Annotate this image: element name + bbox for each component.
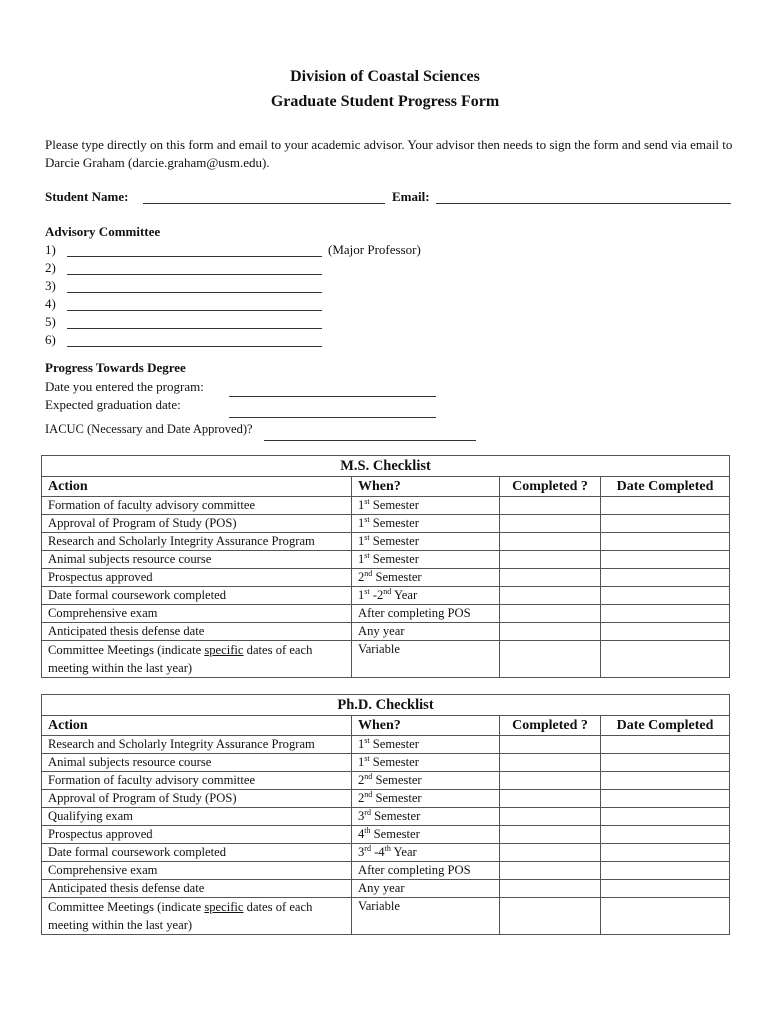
date-completed-cell[interactable] [601,569,730,587]
completed-cell[interactable] [500,862,601,880]
completed-cell[interactable] [500,515,601,533]
table-row [42,533,730,551]
column-header-action: Action [42,477,352,497]
date-completed-cell[interactable] [601,808,730,826]
completed-cell[interactable] [500,623,601,641]
when-cell: Variable [352,641,500,678]
date-completed-cell[interactable] [601,551,730,569]
action-cell: Date formal coursework completed [42,587,352,605]
date-completed-cell[interactable] [601,898,730,935]
action-cell: Comprehensive exam [42,605,352,623]
student-name-field[interactable] [143,203,385,204]
graduation-date-field[interactable] [229,417,436,418]
table-row [42,754,730,772]
committee-number: 3) [45,278,56,293]
action-cell: Prospectus approved [42,826,352,844]
table-row [42,898,730,935]
table-row [42,497,730,515]
action-cell: Approval of Program of Study (POS) [42,515,352,533]
table-row [42,862,730,880]
major-professor-note: (Major Professor) [328,242,421,257]
table-row [42,551,730,569]
completed-cell[interactable] [500,587,601,605]
table-row [42,569,730,587]
date-completed-cell[interactable] [601,880,730,898]
completed-cell[interactable] [500,551,601,569]
table-row [42,790,730,808]
action-cell: Animal subjects resource course [42,754,352,772]
completed-cell[interactable] [500,772,601,790]
when-cell: 2nd Semester [352,772,500,790]
completed-cell[interactable] [500,898,601,935]
when-cell: After completing POS [352,605,500,623]
committee-number: 6) [45,332,56,347]
student-name-label: Student Name: [45,189,129,204]
phd-checklist-table [41,694,730,935]
committee-member-field[interactable] [67,328,322,329]
action-cell: Qualifying exam [42,808,352,826]
action-cell: Prospectus approved [42,569,352,587]
email-field[interactable] [436,203,731,204]
when-cell: 1st Semester [352,754,500,772]
column-header-action: Action [42,716,352,736]
date-completed-cell[interactable] [601,587,730,605]
date-completed-cell[interactable] [601,623,730,641]
iacuc-label: IACUC (Necessary and Date Approved)? [45,422,253,436]
table-row [42,641,730,678]
form-title: Graduate Student Progress Form [270,93,500,110]
ms-checklist-table [41,455,730,678]
action-cell: Anticipated thesis defense date [42,880,352,898]
column-header-when: When? [352,477,500,497]
program-entry-label: Date you entered the program: [45,379,204,394]
committee-member-field[interactable] [67,292,322,293]
committee-number: 1) [45,242,56,257]
column-header-completed: Completed ? [500,477,601,497]
when-cell: 2nd Semester [352,569,500,587]
table-row [42,826,730,844]
date-completed-cell[interactable] [601,736,730,754]
date-completed-cell[interactable] [601,605,730,623]
committee-member-field[interactable] [67,256,322,257]
action-cell: Formation of faculty advisory committee [42,497,352,515]
when-cell: Variable [352,898,500,935]
instructions-text: Please type directly on this form and email to your academic advisor. Your advisor then needs to sign the form and send via email to Darcie Graham (darcie.graham@usm.edu). [45,137,733,170]
completed-cell[interactable] [500,754,601,772]
action-cell: Approval of Program of Study (POS) [42,790,352,808]
action-cell: Committee Meetings (indicate specific dates of each meeting within the last year) [42,641,352,678]
program-entry-field[interactable] [229,396,436,397]
table-row [42,623,730,641]
column-header-completed: Completed ? [500,716,601,736]
form-title-division: Division of Coastal Sciences [290,68,480,85]
date-completed-cell[interactable] [601,641,730,678]
column-header-date-completed: Date Completed [601,477,730,497]
completed-cell[interactable] [500,826,601,844]
email-label: Email: [392,189,430,204]
date-completed-cell[interactable] [601,826,730,844]
when-cell: 1st Semester [352,533,500,551]
table-row [42,772,730,790]
action-cell: Date formal coursework completed [42,844,352,862]
table-row [42,515,730,533]
column-header-date-completed: Date Completed [601,716,730,736]
completed-cell[interactable] [500,880,601,898]
table-row [42,880,730,898]
completed-cell[interactable] [500,569,601,587]
completed-cell[interactable] [500,736,601,754]
completed-cell[interactable] [500,808,601,826]
completed-cell[interactable] [500,497,601,515]
table-row [42,587,730,605]
committee-number: 2) [45,260,56,275]
committee-member-field[interactable] [67,310,322,311]
table-row [42,808,730,826]
completed-cell[interactable] [500,790,601,808]
when-cell: Any year [352,623,500,641]
action-cell: Formation of faculty advisory committee [42,772,352,790]
iacuc-field[interactable] [264,440,476,441]
action-cell: Committee Meetings (indicate specific dates of each meeting within the last year) [42,898,352,935]
committee-member-field[interactable] [67,274,322,275]
committee-number: 4) [45,296,56,311]
date-completed-cell[interactable] [601,754,730,772]
completed-cell[interactable] [500,641,601,678]
completed-cell[interactable] [500,533,601,551]
when-cell: 1st Semester [352,515,500,533]
when-cell: 3rd Semester [352,808,500,826]
committee-number: 5) [45,314,56,329]
date-completed-cell[interactable] [601,497,730,515]
when-cell: 1st Semester [352,497,500,515]
when-cell: 1st Semester [352,551,500,569]
date-completed-cell[interactable] [601,515,730,533]
action-cell: Research and Scholarly Integrity Assurance Program [42,736,352,754]
completed-cell[interactable] [500,844,601,862]
date-completed-cell[interactable] [601,772,730,790]
when-cell: 1st -2nd Year [352,587,500,605]
advisory-committee-heading: Advisory Committee [45,224,161,239]
committee-member-field[interactable] [67,346,322,347]
when-cell: Any year [352,880,500,898]
phd-checklist-title: Ph.D. Checklist [42,695,730,716]
column-header-when: When? [352,716,500,736]
completed-cell[interactable] [500,605,601,623]
date-completed-cell[interactable] [601,533,730,551]
action-cell: Animal subjects resource course [42,551,352,569]
when-cell: 1st Semester [352,736,500,754]
when-cell: 2nd Semester [352,790,500,808]
ms-checklist-title: M.S. Checklist [42,456,730,477]
action-cell: Research and Scholarly Integrity Assurance Program [42,533,352,551]
action-cell: Comprehensive exam [42,862,352,880]
date-completed-cell[interactable] [601,862,730,880]
action-cell: Anticipated thesis defense date [42,623,352,641]
table-row [42,736,730,754]
when-cell: 4th Semester [352,826,500,844]
progress-heading: Progress Towards Degree [45,360,186,375]
graduation-date-label: Expected graduation date: [45,397,181,412]
date-completed-cell[interactable] [601,790,730,808]
table-row [42,844,730,862]
when-cell: 3rd -4th Year [352,844,500,862]
date-completed-cell[interactable] [601,844,730,862]
table-row [42,605,730,623]
when-cell: After completing POS [352,862,500,880]
